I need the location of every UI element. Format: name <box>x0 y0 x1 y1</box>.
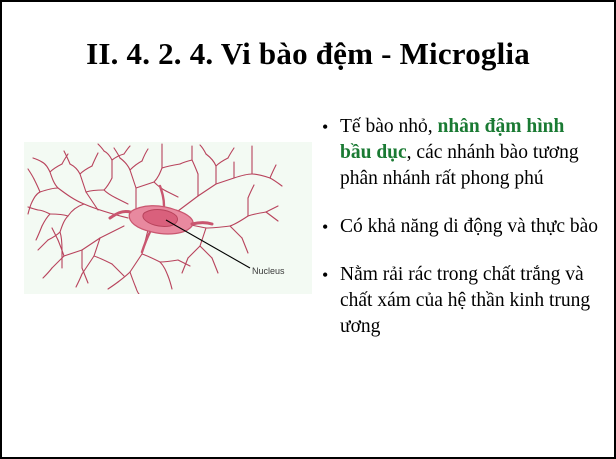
bullet-text: Nằm rải rác trong chất trắng và chất xám của hệ thần kinh trung ương <box>340 264 591 337</box>
bullet-marker: • <box>322 265 329 285</box>
bullet-text-segment: Tế bào nhỏ, <box>340 116 438 137</box>
bullet-text-segment: , các nhánh bào tương phân nhánh rất phong phú <box>340 142 579 189</box>
bullet-text <box>340 116 579 189</box>
bullet-marker: • <box>322 217 329 237</box>
list-item <box>320 114 600 192</box>
bullet-list <box>320 114 600 362</box>
bullet-text-highlight: nhân đậm hình bầu dục <box>340 116 565 163</box>
microglia-figure <box>24 142 312 294</box>
bullet-marker: • <box>322 117 329 137</box>
list-item <box>320 214 600 240</box>
page-title: II. 4. 2. 4. Vi bào đệm - Microglia <box>86 36 530 71</box>
nucleus-annotation-label: Nucleus <box>252 266 285 276</box>
list-item <box>320 262 600 340</box>
bullet-text: Có khả năng di động và thực bào <box>340 216 599 237</box>
